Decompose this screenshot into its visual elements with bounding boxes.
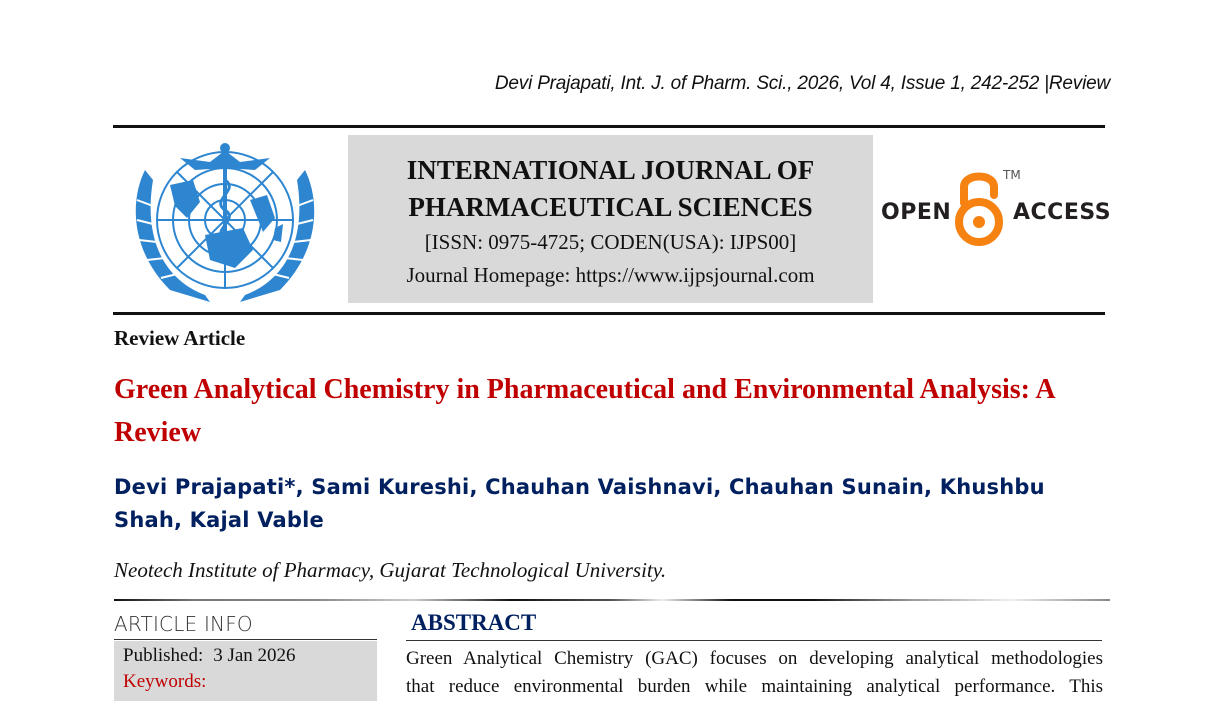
abstract-rule (406, 640, 1102, 641)
abstract-body (406, 645, 1103, 701)
header-top-rule (113, 125, 1105, 128)
article-info-box (114, 641, 377, 701)
published-date (123, 645, 296, 667)
open-access-open-text: OPEN (881, 200, 952, 225)
running-header: Devi Prajapati, Int. J. of Pharm. Sci., 2026, Vol 4, Issue 1, 242-252 |Review (494, 73, 1110, 94)
open-access-lock-icon (954, 165, 1004, 256)
journal-homepage-link[interactable]: Journal Homepage: https://www.ijpsjournal.com (406, 263, 815, 287)
keywords-label: Keywords: (123, 671, 207, 692)
abstract-heading: ABSTRACT (411, 610, 537, 635)
article-title: Green Analytical Chemistry in Pharmaceutical and Environmental Analysis: A Review (114, 374, 1055, 448)
open-access-access-text: ACCESS (1013, 200, 1112, 225)
journal-title (348, 152, 873, 226)
section-divider (114, 599, 1110, 601)
open-access-logo (880, 163, 1110, 253)
author-list: Devi Prajapati*, Sami Kureshi, Chauhan Vaishnavi, Chauhan Sunain, Khushbu Shah, Kajal Vable (114, 475, 1045, 532)
issn-coden: [ISSN: 0975-4725; CODEN(USA): IJPS00] (424, 230, 797, 254)
trademark-mark: TM (1003, 168, 1021, 182)
journal-title-line-1: INTERNATIONAL JOURNAL OF (406, 155, 815, 185)
journal-title-line-2: PHARMACEUTICAL SCIENCES (408, 192, 813, 222)
abstract-line-1: Green Analytical Chemistry (GAC) focuses on developing analytical methodologies (406, 648, 1103, 669)
published-label: Published: (123, 645, 204, 666)
journal-emblem-icon (125, 140, 325, 310)
header-bottom-rule (113, 312, 1105, 315)
article-type: Review Article (114, 326, 246, 350)
author-affiliation: Neotech Institute of Pharmacy, Gujarat Technological University. (114, 558, 667, 582)
article-info-rule (114, 639, 377, 640)
published-value: 3 Jan 2026 (213, 645, 296, 666)
abstract-line-2: that reduce environmental burden while maintaining analytical performance. This (406, 676, 1103, 697)
journal-masthead (348, 135, 873, 303)
article-info-heading: ARTICLE INFO (114, 612, 253, 636)
